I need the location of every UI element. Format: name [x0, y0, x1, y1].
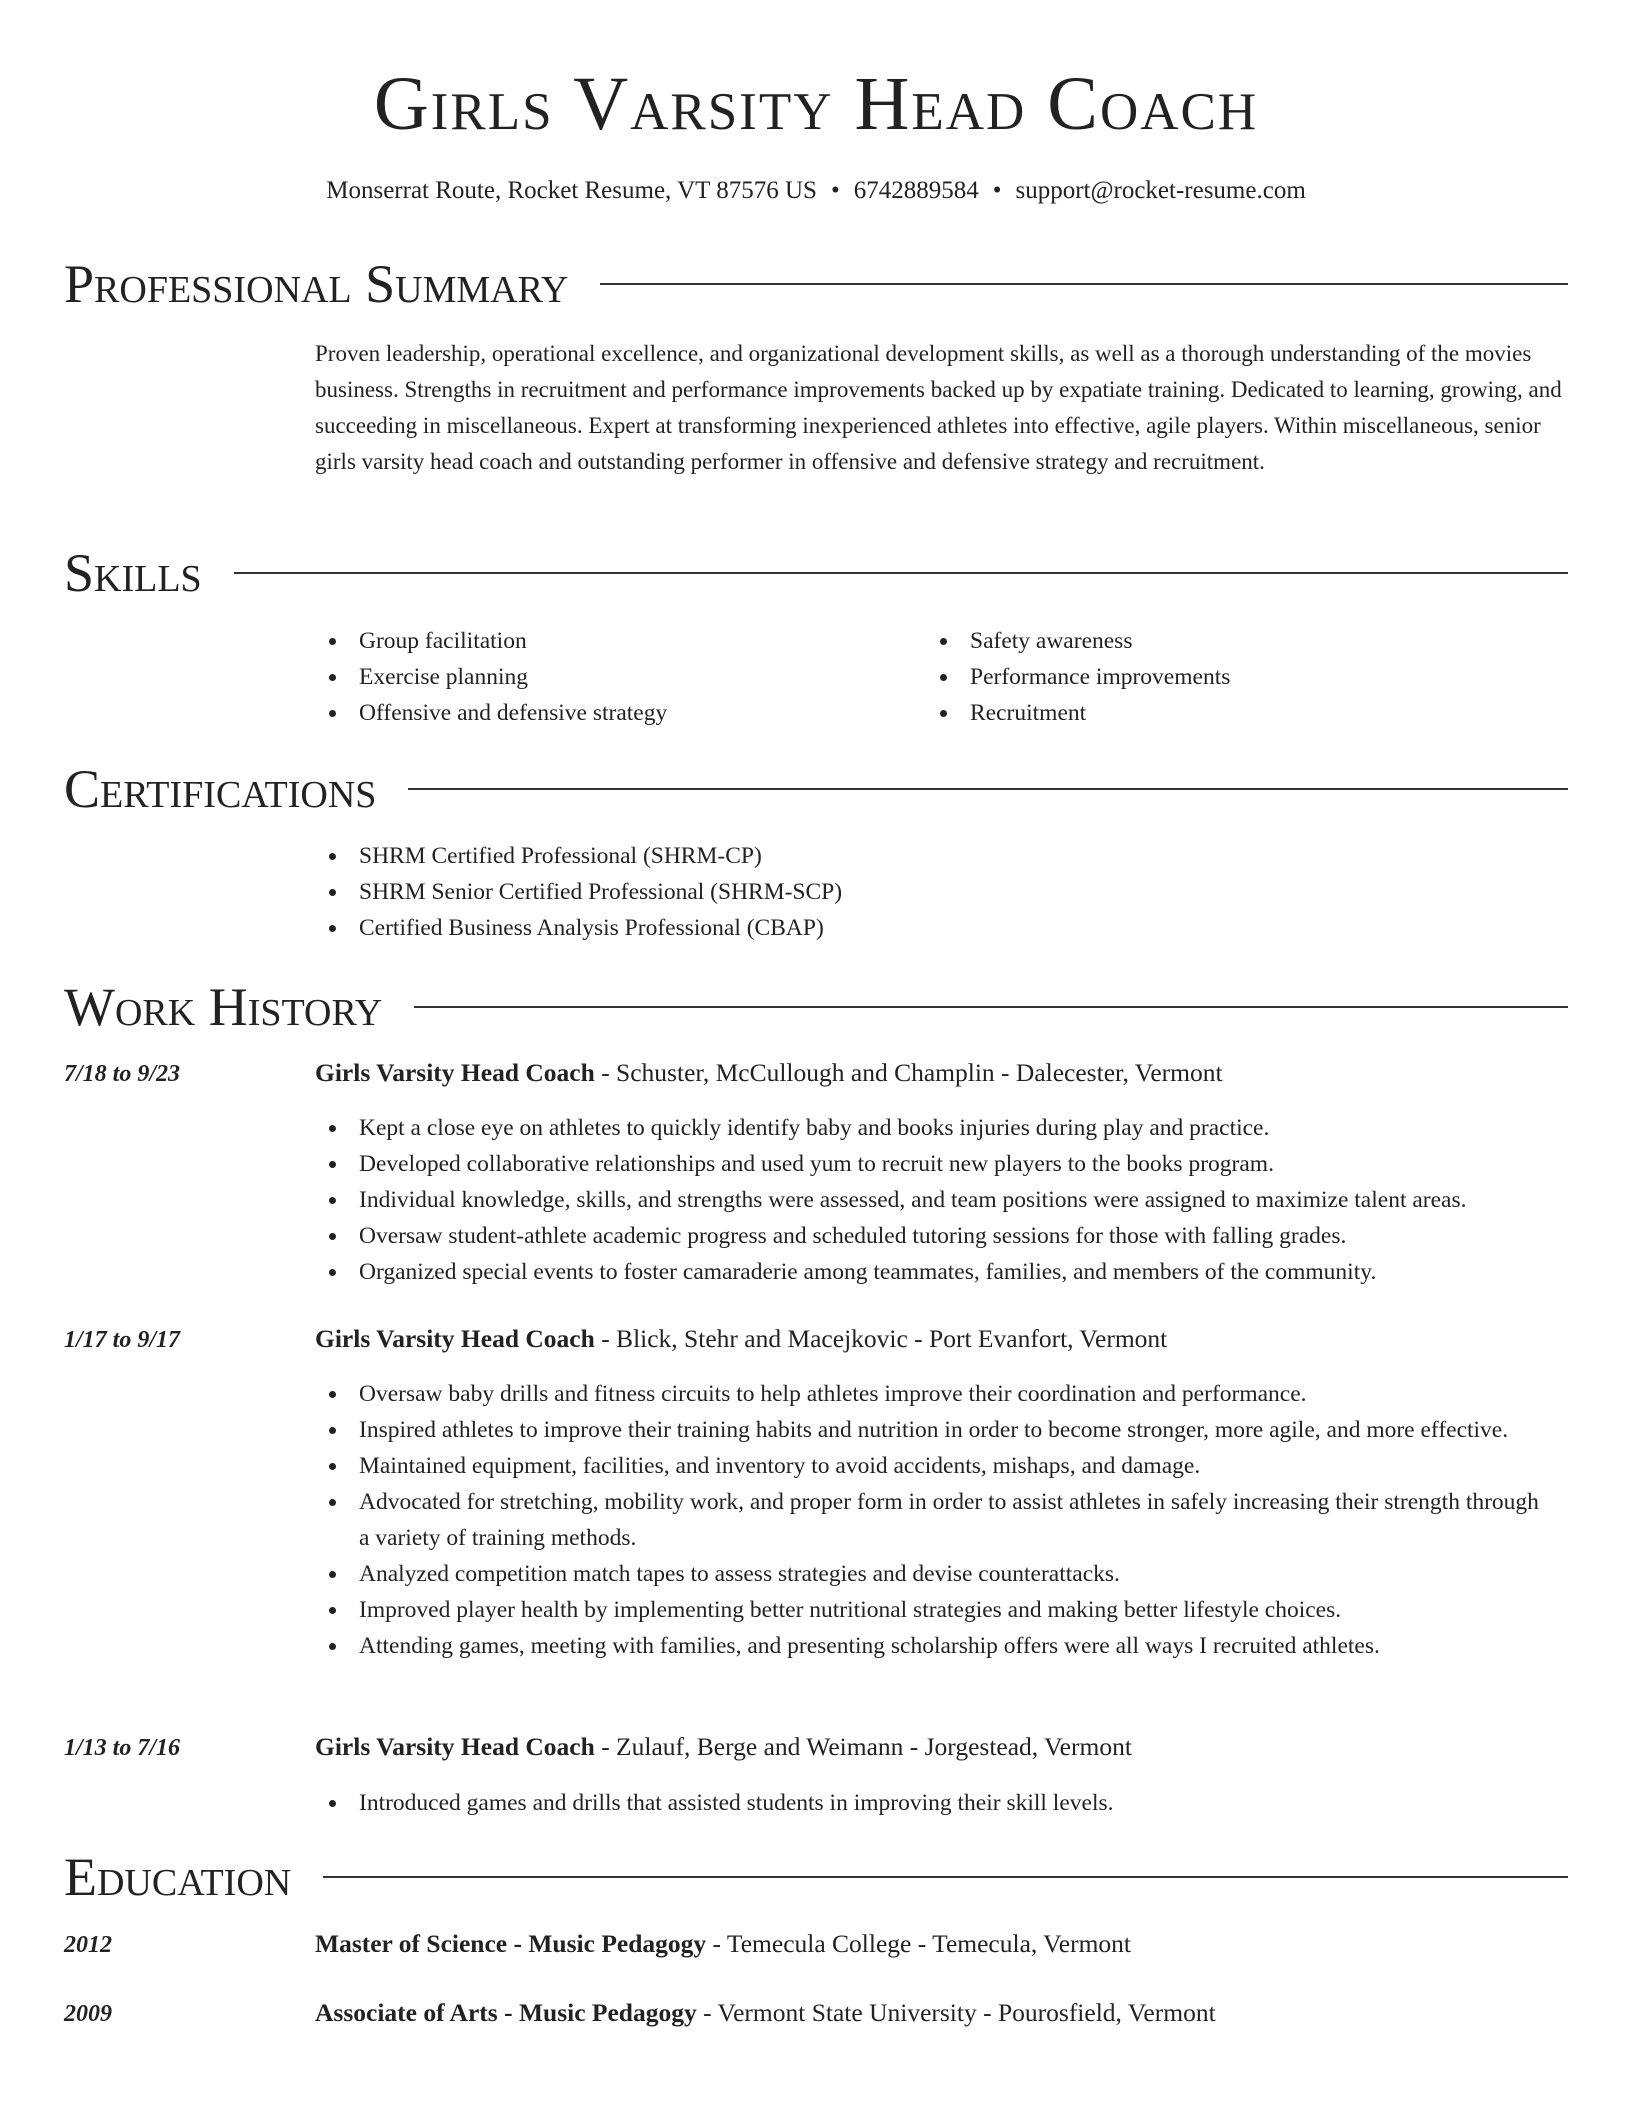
- education-year: 2009: [64, 2001, 112, 2027]
- job-heading: [315, 1731, 1132, 1763]
- job-title: Girls Varsity Head Coach: [315, 1732, 595, 1761]
- education-school: - Temecula College - Temecula, Vermont: [706, 1929, 1131, 1958]
- job-bullet: Individual knowledge, skills, and strengths were assessed, and team positions were assigned to maximize talent areas.: [315, 1182, 1575, 1218]
- section-header-work-history: [64, 977, 1568, 1037]
- job-employer: - Zulauf, Berge and Weimann - Jorgestead, Vermont: [594, 1732, 1132, 1761]
- contact-address: Monserrat Route, Rocket Resume, VT 87576 US: [326, 177, 817, 204]
- job-bullets: [315, 1785, 1575, 1821]
- contact-line: [0, 176, 1632, 206]
- education-entry: [315, 1928, 1131, 1960]
- education-degree: Associate of Arts - Music Pedagogy: [315, 1998, 697, 2027]
- section-header-certifications: [64, 759, 1568, 819]
- section-divider: [408, 788, 1568, 790]
- section-divider: [414, 1006, 1568, 1008]
- section-divider: [323, 1876, 1568, 1878]
- contact-email: support@rocket-resume.com: [1015, 177, 1306, 204]
- section-divider: [234, 572, 1568, 574]
- contact-separator: •: [992, 177, 1002, 204]
- job-bullet: Oversaw student-athlete academic progress and scheduled tutoring sessions for those with falling grades.: [315, 1218, 1575, 1254]
- job-bullets: [315, 1376, 1540, 1664]
- job-bullet: Introduced games and drills that assisted students in improving their skill levels.: [315, 1785, 1575, 1821]
- skills-list-right: [926, 623, 1526, 731]
- skill-item: Offensive and defensive strategy: [315, 695, 915, 731]
- job-dates: 1/13 to 7/16: [64, 1735, 181, 1761]
- skill-item: Recruitment: [926, 695, 1526, 731]
- section-header-education: [64, 1847, 1568, 1907]
- job-title: Girls Varsity Head Coach: [315, 1324, 595, 1353]
- certification-item: SHRM Certified Professional (SHRM-CP): [315, 838, 1567, 874]
- job-bullet: Attending games, meeting with families, and presenting scholarship offers were all ways I recruited athletes.: [315, 1628, 1540, 1664]
- job-bullet: Oversaw baby drills and fitness circuits to help athletes improve their coordination and performance.: [315, 1376, 1540, 1412]
- certification-item: SHRM Senior Certified Professional (SHRM-SCP): [315, 874, 1567, 910]
- job-dates: 1/17 to 9/17: [64, 1327, 181, 1353]
- job-bullet: Organized special events to foster camaraderie among teammates, families, and members of the community.: [315, 1254, 1575, 1290]
- section-header-skills: [64, 543, 1568, 603]
- section-header-summary: [64, 254, 1568, 314]
- job-bullet: Inspired athletes to improve their training habits and nutrition in order to become stronger, more agile, and more effective.: [315, 1412, 1540, 1448]
- certifications-list: [315, 838, 1567, 946]
- education-school: - Vermont State University - Pourosfield, Vermont: [696, 1998, 1216, 2027]
- job-bullet: Maintained equipment, facilities, and inventory to avoid accidents, mishaps, and damage.: [315, 1448, 1540, 1484]
- summary-text: Proven leadership, operational excellence, and organizational development skills, as well as a thorough understanding of the movies business. Strengths in recruitment and performance improvements backed up by expatiate training. Dedicated to learning, growing, and succeeding in miscellaneous. Expert at transforming inexperienced athletes into effective, agile players. Within miscellaneous, senior girls varsity head coach and outstanding performer in offensive and defensive strategy and recruitment.: [315, 341, 1562, 474]
- job-bullet: Kept a close eye on athletes to quickly identify baby and books injuries during play and practice.: [315, 1110, 1575, 1146]
- job-bullet: Analyzed competition match tapes to assess strategies and devise counterattacks.: [315, 1556, 1540, 1592]
- job-bullet: Advocated for stretching, mobility work, and proper form in order to assist athletes in safely increasing their strength through a variety of training methods.: [315, 1484, 1540, 1556]
- job-dates: 7/18 to 9/23: [64, 1061, 181, 1087]
- job-heading: [315, 1057, 1223, 1089]
- skill-item: Performance improvements: [926, 659, 1526, 695]
- section-divider: [600, 283, 1568, 285]
- section-title: Education: [64, 1847, 292, 1907]
- job-employer: - Schuster, McCullough and Champlin - Dalecester, Vermont: [594, 1058, 1223, 1087]
- job-employer: - Blick, Stehr and Macejkovic - Port Evanfort, Vermont: [594, 1324, 1168, 1353]
- section-title: Skills: [64, 543, 202, 603]
- section-title: Certifications: [64, 759, 377, 819]
- skill-item: Group facilitation: [315, 623, 915, 659]
- skill-item: Exercise planning: [315, 659, 915, 695]
- job-bullet: Developed collaborative relationships and used yum to recruit new players to the books program.: [315, 1146, 1575, 1182]
- education-year: 2012: [64, 1932, 112, 1958]
- job-title: Girls Varsity Head Coach: [315, 1058, 595, 1087]
- contact-separator: •: [830, 177, 840, 204]
- contact-phone: 6742889584: [853, 177, 979, 204]
- job-heading: [315, 1323, 1167, 1355]
- section-title: Work History: [64, 977, 383, 1037]
- certification-item: Certified Business Analysis Professional (CBAP): [315, 910, 1567, 946]
- education-degree: Master of Science - Music Pedagogy: [315, 1929, 707, 1958]
- resume-title: Girls Varsity Head Coach: [373, 62, 1259, 146]
- skill-item: Safety awareness: [926, 623, 1526, 659]
- job-bullets: [315, 1110, 1575, 1290]
- education-entry: [315, 1997, 1216, 2029]
- skills-list-left: [315, 623, 915, 731]
- section-title: Professional Summary: [64, 254, 569, 314]
- job-bullet: Improved player health by implementing better nutritional strategies and making better lifestyle choices.: [315, 1592, 1540, 1628]
